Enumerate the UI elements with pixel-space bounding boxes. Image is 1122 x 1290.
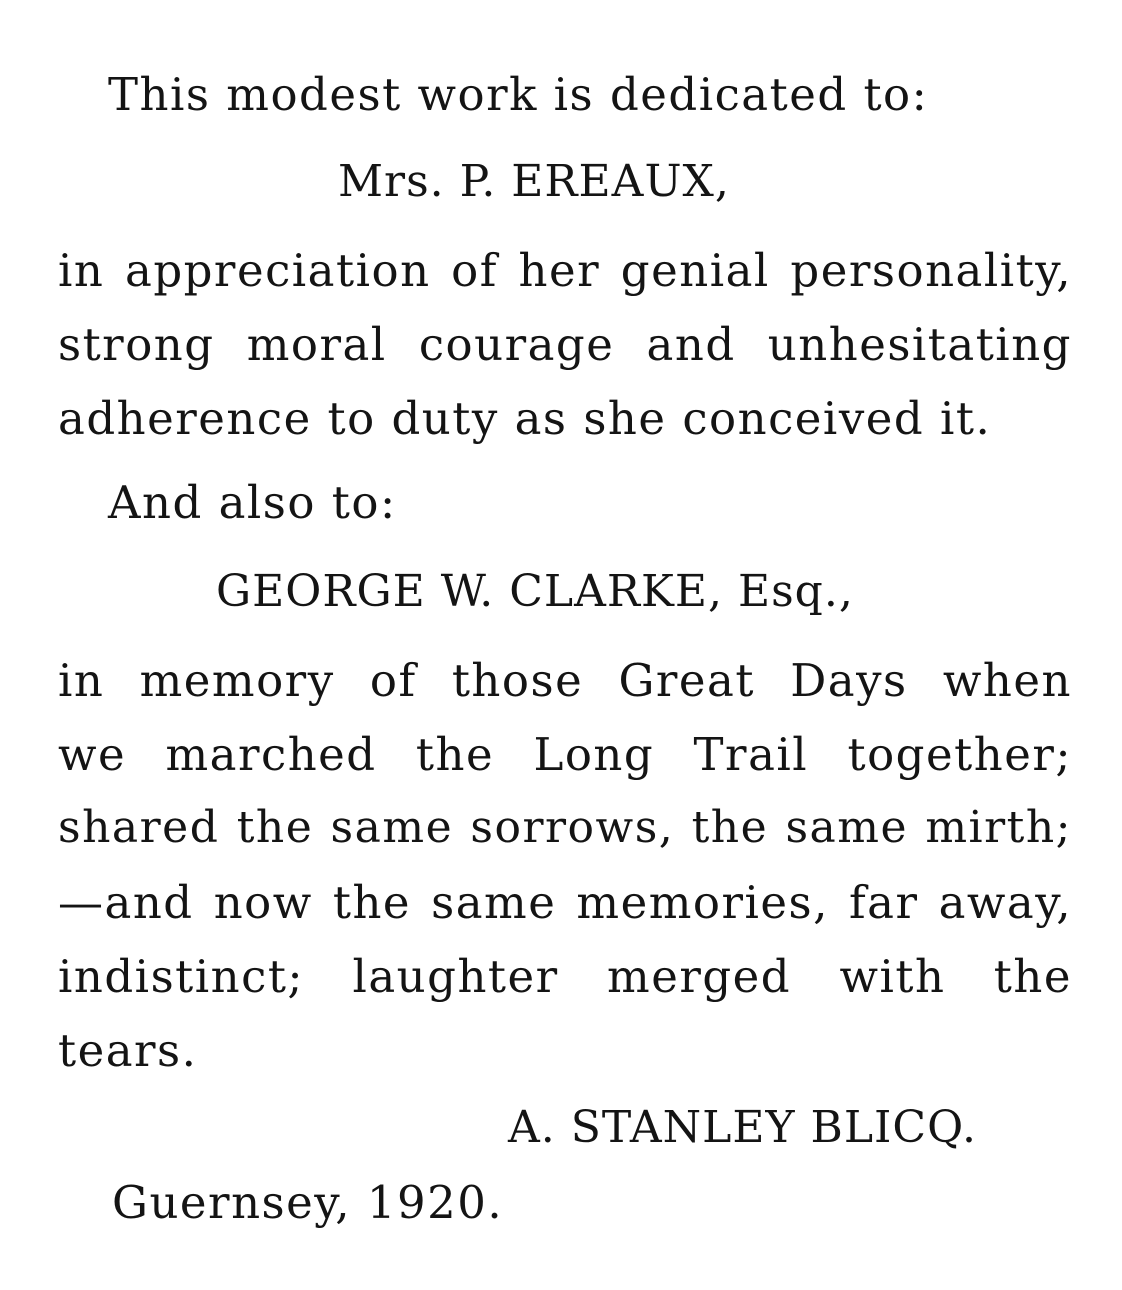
- recipient-2-name: GEORGE W. CLARKE, Esq.,: [216, 566, 854, 617]
- recipient-1-text-line-3: adherence to duty as she conceived it.: [58, 392, 992, 445]
- place-date: Guernsey, 1920.: [112, 1176, 504, 1229]
- dedication-intro: This modest work is dedicated to:: [108, 68, 929, 121]
- recipient-1-text-line-1: in appreciation of her genial personality,: [58, 244, 1072, 297]
- author-signature: A. STANLEY BLICQ.: [508, 1102, 977, 1153]
- recipient-2-text-line-1: in memory of those Great Days when: [58, 654, 1072, 707]
- also-to-line: And also to:: [108, 476, 397, 529]
- recipient-2-text-line-3: shared the same sorrows, the same mirth;: [58, 802, 1072, 853]
- recipient-1-text-line-2: strong moral courage and unhesitating: [58, 318, 1072, 371]
- recipient-2-text-line-5: indistinct; laughter merged with the: [58, 950, 1072, 1003]
- recipient-2-text-line-4: —and now the same memories, far away,: [58, 876, 1072, 929]
- recipient-2-text-line-6: tears.: [58, 1024, 198, 1077]
- recipient-1-name: Mrs. P. EREAUX,: [338, 156, 730, 207]
- recipient-2-text-line-2: we marched the Long Trail together;: [58, 728, 1072, 781]
